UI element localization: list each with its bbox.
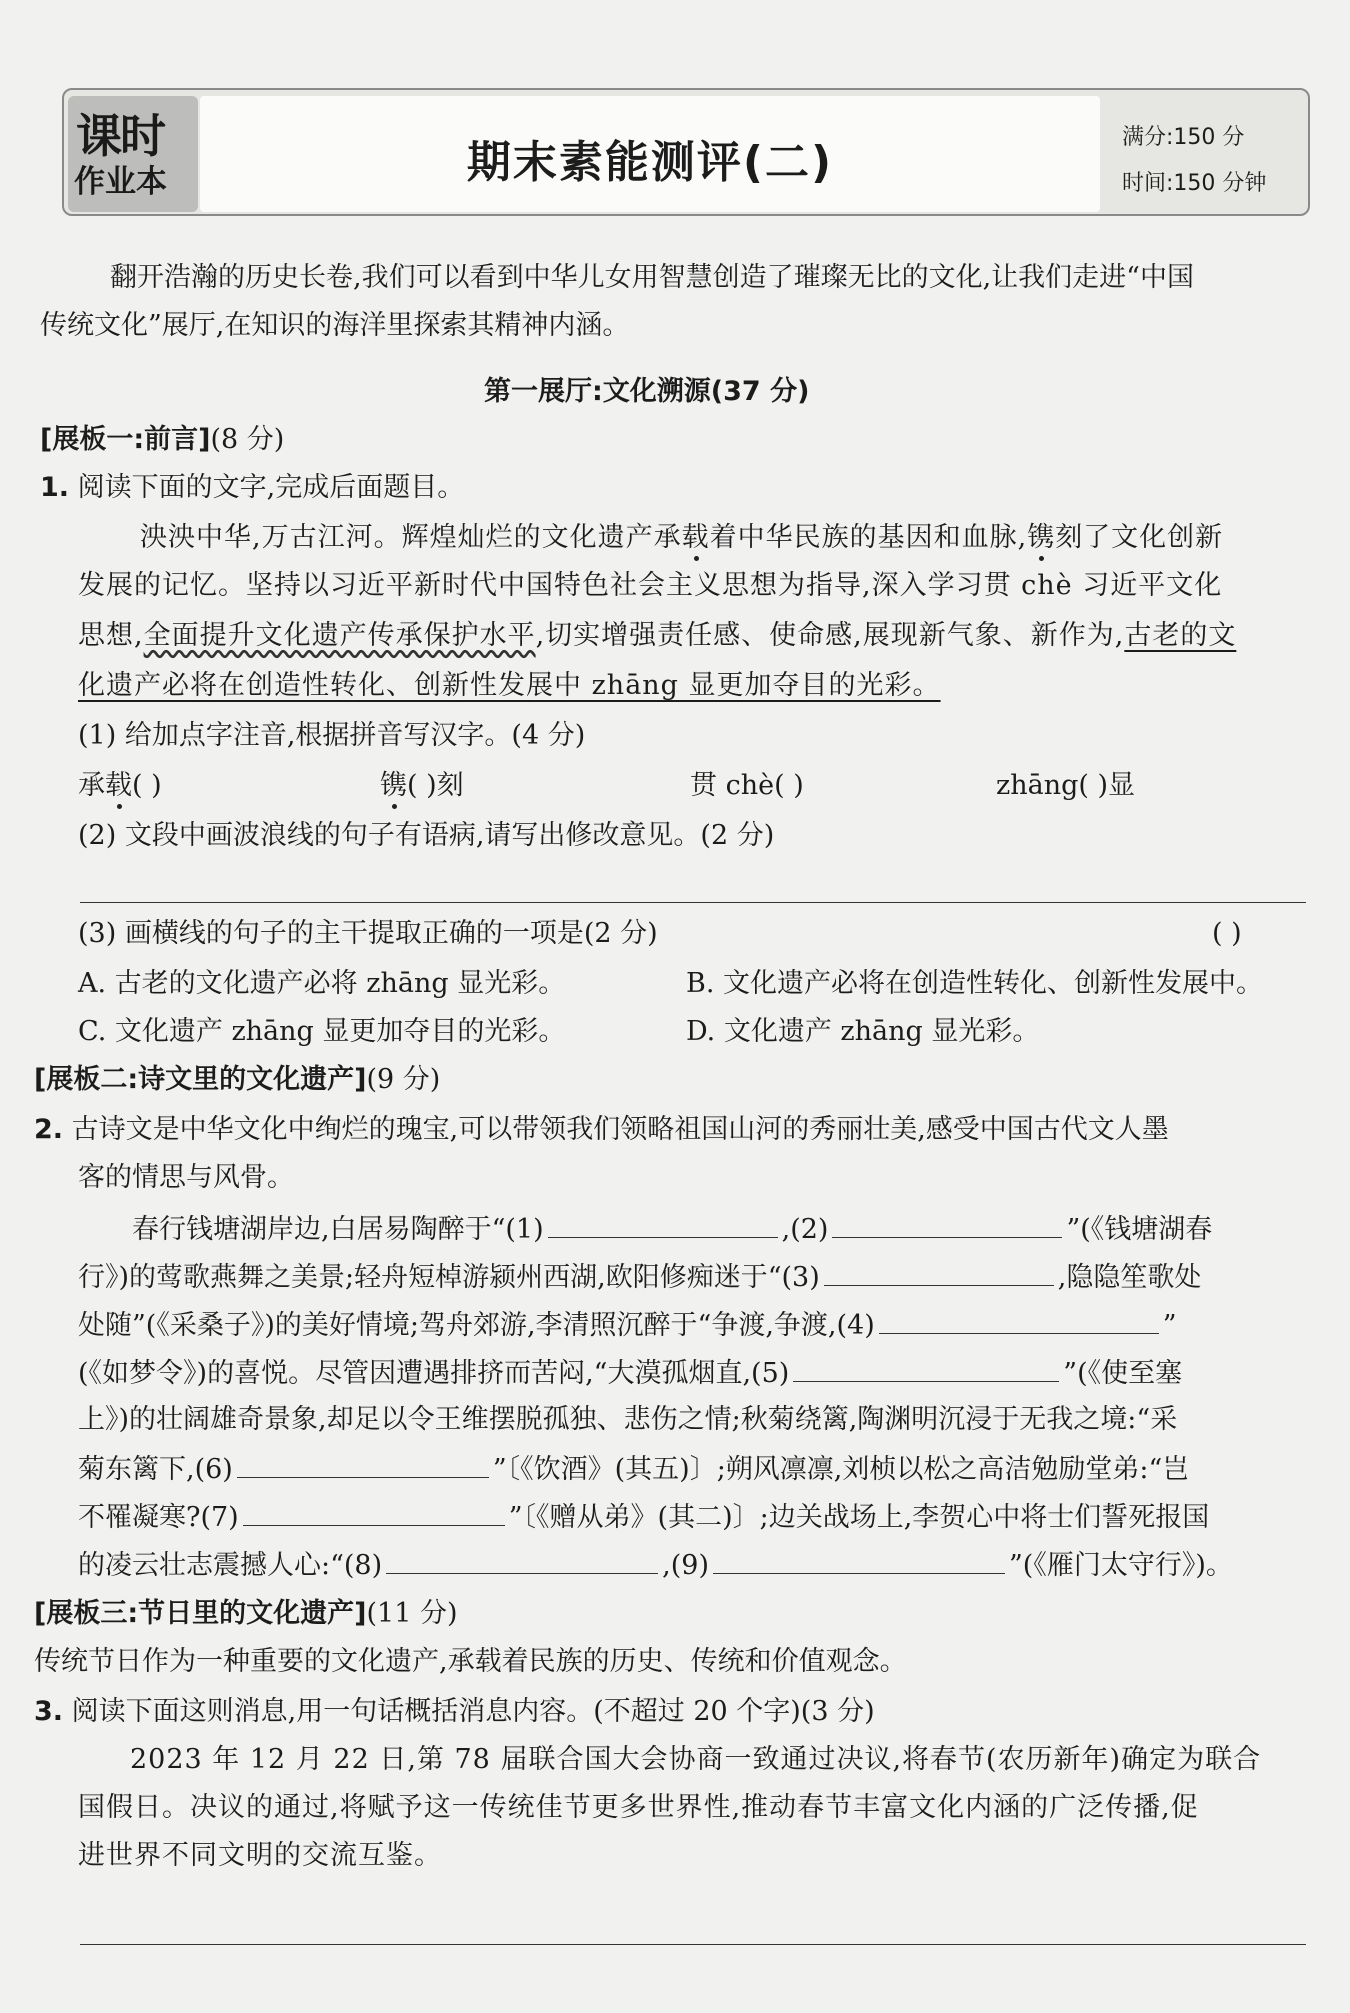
q1-stem: 阅读下面的文字,完成后面题目。 — [77, 472, 465, 503]
q1-passage-line-1 — [140, 522, 1223, 554]
fill-blank-9[interactable] — [713, 1548, 1005, 1574]
q2-line-5 — [78, 1308, 1177, 1342]
q1-passage-text: ,切实增强责任感、使命感,展现新气象、新作为, — [535, 620, 1125, 651]
q2-text: 古诗文是中华文化中绚烂的瑰宝,可以带领我们领略祖国山河的秀丽壮美,感受中国古代文人墨 — [71, 1114, 1169, 1145]
q2-text: ”(《使至塞 — [1063, 1358, 1183, 1389]
panel2-score: (9 分) — [366, 1064, 441, 1095]
q1-sub2: (2) 文段中画波浪线的句子有语病,请写出修改意见。(2 分) — [78, 820, 775, 851]
panel3-label: [展板三:节日里的文化遗产] — [34, 1598, 367, 1629]
panel2-label: [展板二:诗文里的文化遗产] — [34, 1064, 367, 1095]
blank-text: 承 — [78, 770, 105, 801]
page-title: 期末素能测评(二) — [466, 137, 834, 188]
q2-line-3 — [132, 1212, 1212, 1246]
fill-blank-6[interactable] — [237, 1452, 489, 1478]
option-b[interactable]: B. 文化遗产必将在创造性转化、创新性发展中。 — [686, 968, 1264, 999]
q2-line-4 — [78, 1260, 1201, 1294]
panel1-score: (8 分) — [210, 424, 285, 455]
q3-passage-line-3: 进世界不同文明的交流互鉴。 — [78, 1840, 442, 1871]
q1-blank-d[interactable]: zhāng( )显 — [996, 770, 1136, 801]
q2-text: ”〔《赠从弟》(其二)〕;边关战场上,李贺心中将士们誓死报国 — [508, 1502, 1210, 1533]
q2-text: ,(2) — [781, 1214, 829, 1245]
q2-line-10 — [78, 1548, 1233, 1582]
q2-text: 的凌云壮志震撼人心:“(8) — [78, 1550, 383, 1581]
q1-blank-b[interactable] — [380, 770, 464, 802]
answer-line[interactable] — [80, 1944, 1306, 1945]
panel2-heading — [34, 1064, 440, 1096]
brand-top-text: 课时 — [76, 109, 164, 163]
fill-blank-5[interactable] — [793, 1356, 1059, 1382]
q2-line-6 — [78, 1356, 1182, 1390]
brand-logo — [68, 96, 198, 212]
q2-text: ,隐隐笙歌处 — [1057, 1262, 1202, 1293]
fill-blank-8[interactable] — [386, 1548, 658, 1574]
q1-blank-a[interactable] — [78, 770, 162, 802]
hall1-title: 第一展厅:文化溯源(37 分) — [484, 376, 810, 407]
q1-sub3-answer-paren[interactable]: ( ) — [1212, 918, 1242, 949]
fill-blank-7[interactable] — [243, 1500, 505, 1526]
dotted-char: 载 — [681, 522, 710, 553]
q2-text: (《如梦令》)的喜悦。尽管因遭遇排挤而苦闷,“大漠孤烟直,(5) — [78, 1358, 790, 1389]
dotted-char: 载 — [105, 770, 132, 801]
q2-text: ,(9) — [662, 1550, 709, 1581]
q1-stem-line — [40, 472, 464, 504]
q3-number: 3. — [34, 1696, 64, 1727]
q1-passage-text: 着中华民族的基因和血脉, — [709, 522, 1028, 553]
q3-stem: 阅读下面这则消息,用一句话概括消息内容。(不超过 20 个字)(3 分) — [71, 1696, 875, 1727]
brand-bottom-text: 作业本 — [74, 164, 167, 200]
q2-text: 处随”(《采桑子》)的美好情境;驾舟郊游,李清照沉醉于“争渡,争渡,(4) — [78, 1310, 875, 1341]
q2-line-8 — [78, 1452, 1189, 1486]
q1-sub1: (1) 给加点字注音,根据拼音写汉字。(4 分) — [78, 720, 586, 751]
q1-passage-text: 思想, — [78, 620, 144, 651]
underlined-sentence: 化遗产必将在创造性转化、创新性发展中 zhāng 显更加夺目的光彩。 — [78, 670, 941, 701]
q1-passage-line-2: 发展的记忆。坚持以习近平新时代中国特色社会主义思想为指导,深入学习贯 chè 习近平文化 — [78, 570, 1223, 601]
fill-blank-3[interactable] — [824, 1260, 1054, 1286]
option-a[interactable]: A. 古老的文化遗产必将 zhāng 显光彩。 — [78, 968, 566, 999]
q2-text: 行》)的莺歌燕舞之美景;轻舟短棹游颍州西湖,欧阳修痴迷于“(3) — [78, 1262, 820, 1293]
q1-passage-line-4 — [78, 670, 941, 702]
q1-number: 1. — [40, 472, 70, 503]
q2-line-9 — [78, 1500, 1209, 1534]
q2-number: 2. — [34, 1114, 64, 1145]
panel1-heading — [40, 424, 284, 456]
q1-passage-text: 刻了文化创新 — [1055, 522, 1224, 553]
q2-line-7: 上》)的壮阔雄奇景象,却足以令王维摆脱孤独、悲伤之情;秋菊绕篱,陶渊明沉浸于无我之境:“采 — [78, 1404, 1178, 1435]
fill-blank-2[interactable] — [832, 1212, 1062, 1238]
q2-text: 春行钱塘湖岸边,白居易陶醉于“(1) — [132, 1214, 544, 1245]
q2-text: ”(《钱塘湖春 — [1066, 1214, 1213, 1245]
q1-passage-text: 泱泱中华,万古江河。辉煌灿烂的文化遗产承 — [140, 522, 682, 553]
intro-line-2: 传统文化”展厅,在知识的海洋里探索其精神内涵。 — [40, 310, 630, 341]
answer-paren: ( ) — [132, 770, 162, 801]
answer-paren: ( )刻 — [407, 770, 464, 801]
q1-sub3: (3) 画横线的句子的主干提取正确的一项是(2 分) — [78, 918, 658, 949]
q3-stem-line — [34, 1696, 875, 1728]
q2-line-2: 客的情思与风骨。 — [78, 1162, 294, 1193]
fill-blank-4[interactable] — [879, 1308, 1159, 1334]
q2-text: 菊东篱下,(6) — [78, 1454, 233, 1485]
q3-passage-line-1: 2023 年 12 月 22 日,第 78 届联合国大会协商一致通过决议,将春节(农历新年)确定为联合 — [130, 1744, 1262, 1775]
exam-time: 时间:150 分钟 — [1122, 171, 1267, 196]
wavy-underlined-sentence: 全面提升文化遗产传承保护水平 — [143, 620, 536, 651]
q1-passage-line-3 — [78, 620, 1236, 652]
panel3-heading — [34, 1598, 458, 1630]
panel1-label: [展板一:前言] — [40, 424, 211, 455]
option-d[interactable]: D. 文化遗产 zhāng 显光彩。 — [686, 1016, 1040, 1047]
dotted-char: 镌 — [1027, 522, 1056, 553]
dotted-char: 镌 — [380, 770, 407, 801]
q3-passage-line-2: 国假日。决议的通过,将赋予这一传统佳节更多世界性,推动春节丰富文化内涵的广泛传播,促 — [78, 1792, 1199, 1823]
q2-text: ”〔《饮酒》(其五)〕;朔风凛凛,刘桢以松之高洁勉励堂弟:“岂 — [492, 1454, 1190, 1485]
underlined-sentence: 古老的文 — [1124, 620, 1237, 651]
q2-text: ”(《雁门太守行》)。 — [1008, 1550, 1233, 1581]
q1-blank-c[interactable]: 贯 chè( ) — [690, 770, 804, 801]
full-score: 满分:150 分 — [1122, 125, 1245, 150]
answer-line[interactable] — [80, 902, 1306, 903]
option-c[interactable]: C. 文化遗产 zhāng 显更加夺目的光彩。 — [78, 1016, 566, 1047]
q2-text: 不罹凝寒?(7) — [78, 1502, 239, 1533]
q2-line-1 — [34, 1114, 1169, 1146]
intro-line-1: 翻开浩瀚的历史长卷,我们可以看到中华儿女用智慧创造了璀璨无比的文化,让我们走进“中国 — [110, 262, 1194, 293]
q2-text: ” — [1162, 1310, 1177, 1341]
panel3-intro: 传统节日作为一种重要的文化遗产,承载着民族的历史、传统和价值观念。 — [34, 1646, 907, 1677]
fill-blank-1[interactable] — [548, 1212, 778, 1238]
panel3-score: (11 分) — [366, 1598, 458, 1629]
